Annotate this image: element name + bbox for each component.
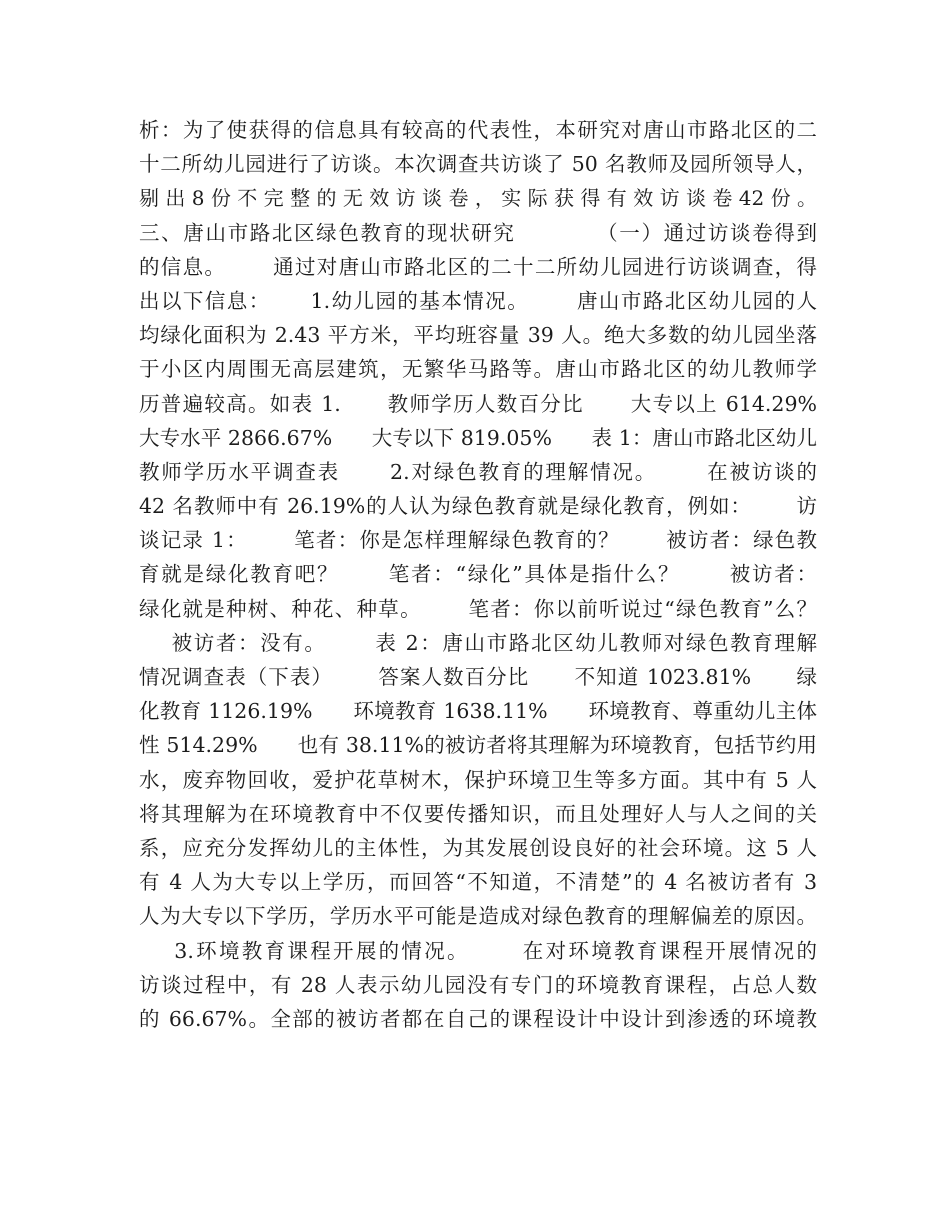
text-line: 谈记录 1： 笔者：你是怎样理解绿色教育的？ 被访者：绿色教	[139, 528, 817, 553]
text-line: 情况调查表（下表） 答案人数百分比 不知道 1023.81% 绿	[139, 665, 817, 689]
text-line: 育就是绿化教育吧？ 笔者：“绿化”具体是指什么？ 被访者：	[139, 562, 817, 587]
body-text	[139, 113, 817, 1036]
text-line: 大专水平 2866.67% 大专以下 819.05% 表 1：唐山市路北区幼儿	[139, 425, 817, 450]
text-line: 系，应充分发挥幼儿的主体性，为其发展创设良好的社会环境。这 5 人	[139, 835, 817, 860]
text-line: 3.环境教育课程开展的情况。 在对环境教育课程开展情况的	[139, 938, 817, 963]
text-line: 水，废弃物回收，爱护花草树木，保护环境卫生等多方面。其中有 5 人	[139, 767, 817, 792]
text-line: 性 514.29% 也有 38.11%的被访者将其理解为环境教育，包括节约用	[139, 733, 817, 758]
text-line: 均绿化面积为 2.43 平方米，平均班容量 39 人。绝大多数的幼儿园坐落	[139, 323, 817, 348]
text-line: 于小区内周围无高层建筑，无繁华马路等。唐山市路北区的幼儿教师学	[139, 357, 817, 382]
text-line: 教师学历水平调查表 2.对绿色教育的理解情况。 在被访谈的	[139, 459, 817, 484]
text-line: 有 4 人为大专以上学历，而回答“不知道，不清楚”的 4 名被访者有 3	[139, 870, 817, 895]
text-line: 出以下信息： 1.幼儿园的基本情况。 唐山市路北区幼儿园的人	[139, 288, 817, 313]
text-line: 十二所幼儿园进行了访谈。本次调查共访谈了 50 名教师及园所领导人，	[139, 152, 817, 177]
text-line: 剔 出 8 份 不 完 整 的 无 效 访 谈 卷 ， 实 际 获 得 有 效 访 谈 卷 42 份 。	[139, 186, 817, 211]
text-line: 历普遍较高。如表 1. 教师学历人数百分比 大专以上 614.29%	[139, 391, 817, 416]
text-line: 42 名教师中有 26.19%的人认为绿色教育就是绿化教育，例如： 访	[139, 494, 817, 519]
text-line: 将其理解为在环境教育中不仅要传播知识，而且处理好人与人之间的关	[139, 801, 817, 826]
text-line: 的 66.67%。全部的被访者都在自己的课程设计中设计到渗透的环境教	[139, 1006, 817, 1031]
text-line: 绿化就是种树、种花、种草。 笔者：你以前听说过“绿色教育”么？	[139, 596, 817, 621]
text-line: 人为大专以下学历，学历水平可能是造成对绿色教育的理解偏差的原因。	[139, 904, 817, 929]
text-line: 被访者：没有。 表 2：唐山市路北区幼儿教师对绿色教育理解	[139, 630, 817, 655]
text-line: 访谈过程中，有 28 人表示幼儿园没有专门的环境教育课程，占总人数	[139, 972, 817, 997]
text-line: 三、唐山市路北区绿色教育的现状研究 （一）通过访谈卷得到	[139, 220, 817, 245]
text-line: 的信息。 通过对唐山市路北区的二十二所幼儿园进行访谈调查，得	[139, 254, 817, 279]
text-line: 化教育 1126.19% 环境教育 1638.11% 环境教育、尊重幼儿主体	[139, 699, 817, 724]
text-line: 析：为了使获得的信息具有较高的代表性，本研究对唐山市路北区的二	[139, 118, 817, 142]
